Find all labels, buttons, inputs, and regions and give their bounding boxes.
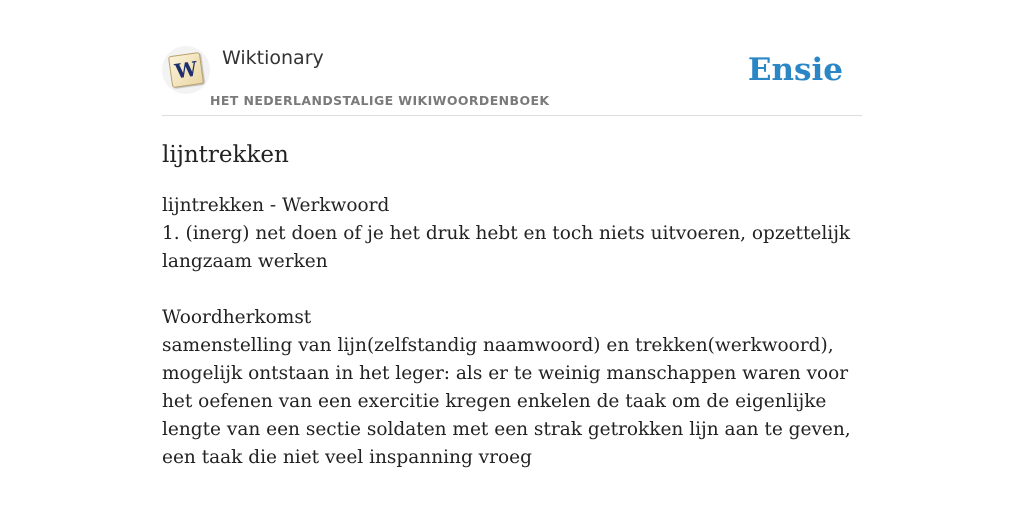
part-of-speech-line: lijntrekken - Werkwoord <box>162 195 390 216</box>
site-title[interactable]: Wiktionary <box>222 47 324 69</box>
logo-tile <box>168 52 204 88</box>
etymology-heading: Woordherkomst <box>162 307 312 328</box>
ensie-brand-logo[interactable]: Ensie <box>747 52 843 88</box>
etymology-text: samenstelling van lijn(zelfstandig naamwoord) en trekken(werkwoord), mogelijk ontstaan in het leger: als er te weinig manschappen waren voor het oefenen van een exercitie kregen enkelen de taak om de eigenlijke lengte van een sectie soldaten met een strak getrokken lijn aan te geven, een taak die niet veel inspanning vroeg <box>162 335 851 468</box>
page-title: lijntrekken <box>162 142 289 168</box>
logo-letter: W <box>173 56 199 84</box>
site-subtitle: HET NEDERLANDSTALIGE WIKIWOORDENBOEK <box>210 93 550 108</box>
entry-card <box>162 0 862 512</box>
site-header <box>162 0 862 116</box>
wiktionary-logo-icon[interactable] <box>162 46 210 94</box>
entry-content <box>162 192 862 472</box>
section-spacer <box>162 276 862 304</box>
definition-text: 1. (inerg) net doen of je het druk hebt en toch niets uitvoeren, opzettelijk langzaam werken <box>162 223 851 272</box>
